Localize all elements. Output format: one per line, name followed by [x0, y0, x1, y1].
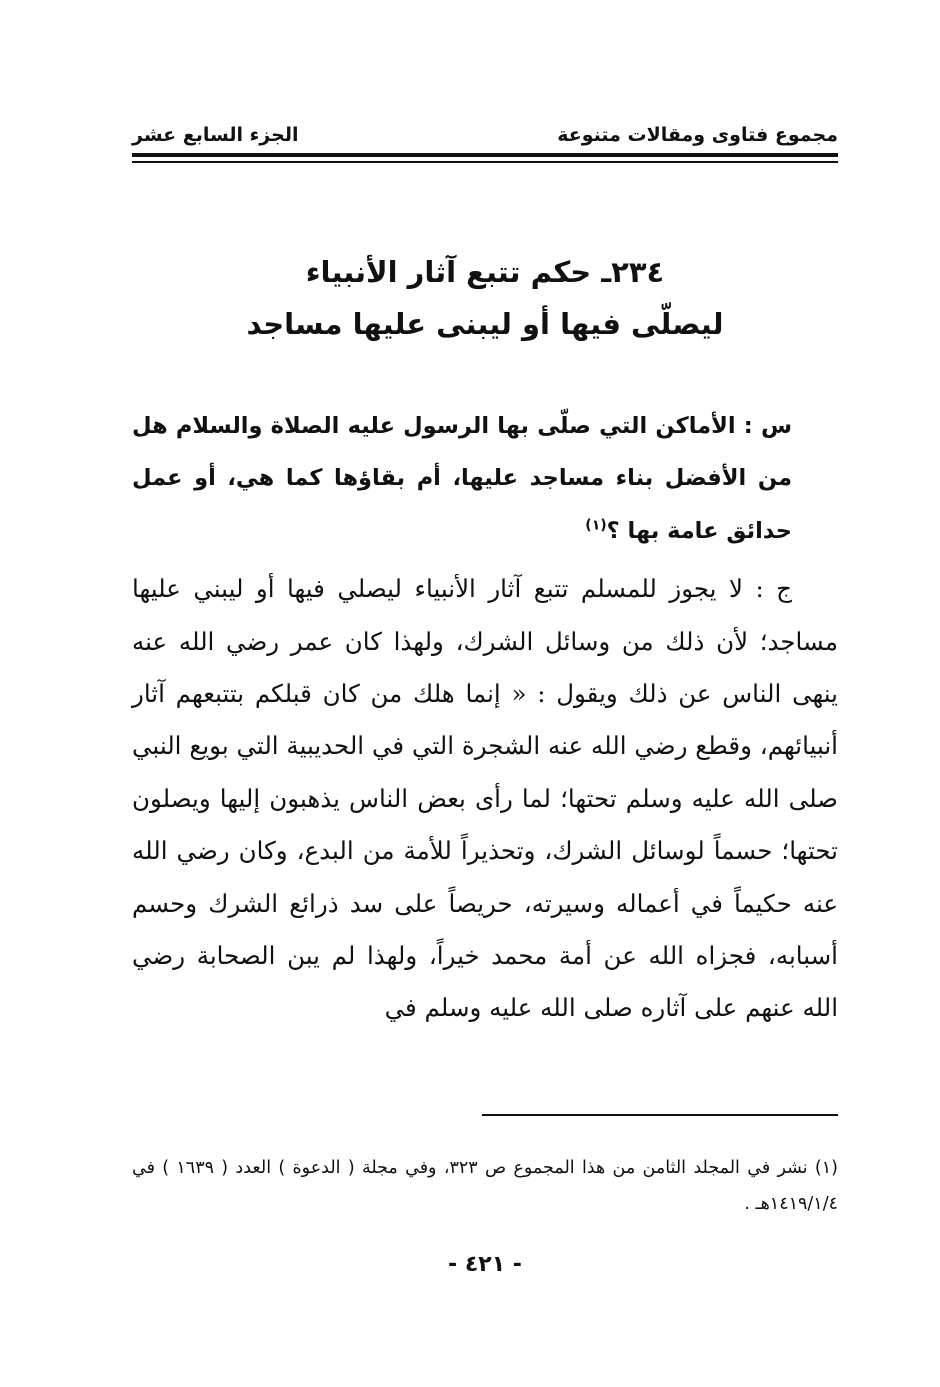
article-body [132, 400, 838, 1035]
footnote: (١) نشر في المجلد الثامن من هذا المجموع ص ٣٢٣، وفي مجلة ( الدعوة ) العدد ( ١٦٣٩ ) في ١٤١٩/١/٤هـ . [132, 1158, 838, 1214]
article-title [132, 246, 838, 350]
question-paragraph [132, 400, 838, 557]
article-title-line-2: ليصلّى فيها أو ليبنى عليها مساجد [246, 307, 724, 341]
running-header [132, 120, 838, 152]
answer-paragraph: ج : لا يجوز للمسلم تتبع آثار الأنبياء ليصلي فيها أو ليبني عليها مساجد؛ لأن ذلك من وسائل الشرك، ولهذا كان عمر رضي الله عنه ينهى الناس عن ذلك ويقول : « إنما هلك من كان قبلكم بتتبعهم آثار أنبيائهم، وقطع رضي الله عنه الشجرة التي في الحديبية التي بويع النبي صلى الله عليه وسلم تحتها؛ لما رأى بعض الناس يذهبون إليها ويصلون تحتها؛ حسماً لوسائل الشرك، وتحذيراً للأمة من البدع، وكان رضي الله عنه حكيماً في أعماله وسيرته، حريصاً على سد ذرائع الشرك وحسم أسبابه، فجزاه الله عن أمة محمد خيراً، ولهذا لم يبن الصحابة رضي الله عنهم على آثاره صلى الله عليه وسلم في [132, 574, 838, 1023]
header-rule-thick [132, 153, 838, 157]
book-title: مجموع فتاوى ومقالات متنوعة [557, 124, 838, 146]
volume-label: الجزء السابع عشر [132, 124, 299, 146]
article-title-line-1: ٢٣٤ـ حكم تتبع آثار الأنبياء [305, 255, 665, 289]
page-number: - ٤٢١ - [448, 1252, 522, 1277]
question-text: س : الأماكن التي صلّى بها الرسول عليه الصلاة والسلام هل من الأفضل بناء مساجد عليها، أم بقاؤها كما هي، أو عمل حدائق عامة بها ؟ [132, 413, 792, 544]
footnote-separator [482, 1114, 838, 1116]
header-rule-thin [132, 161, 838, 163]
footnote-marker: (١) [585, 517, 607, 534]
